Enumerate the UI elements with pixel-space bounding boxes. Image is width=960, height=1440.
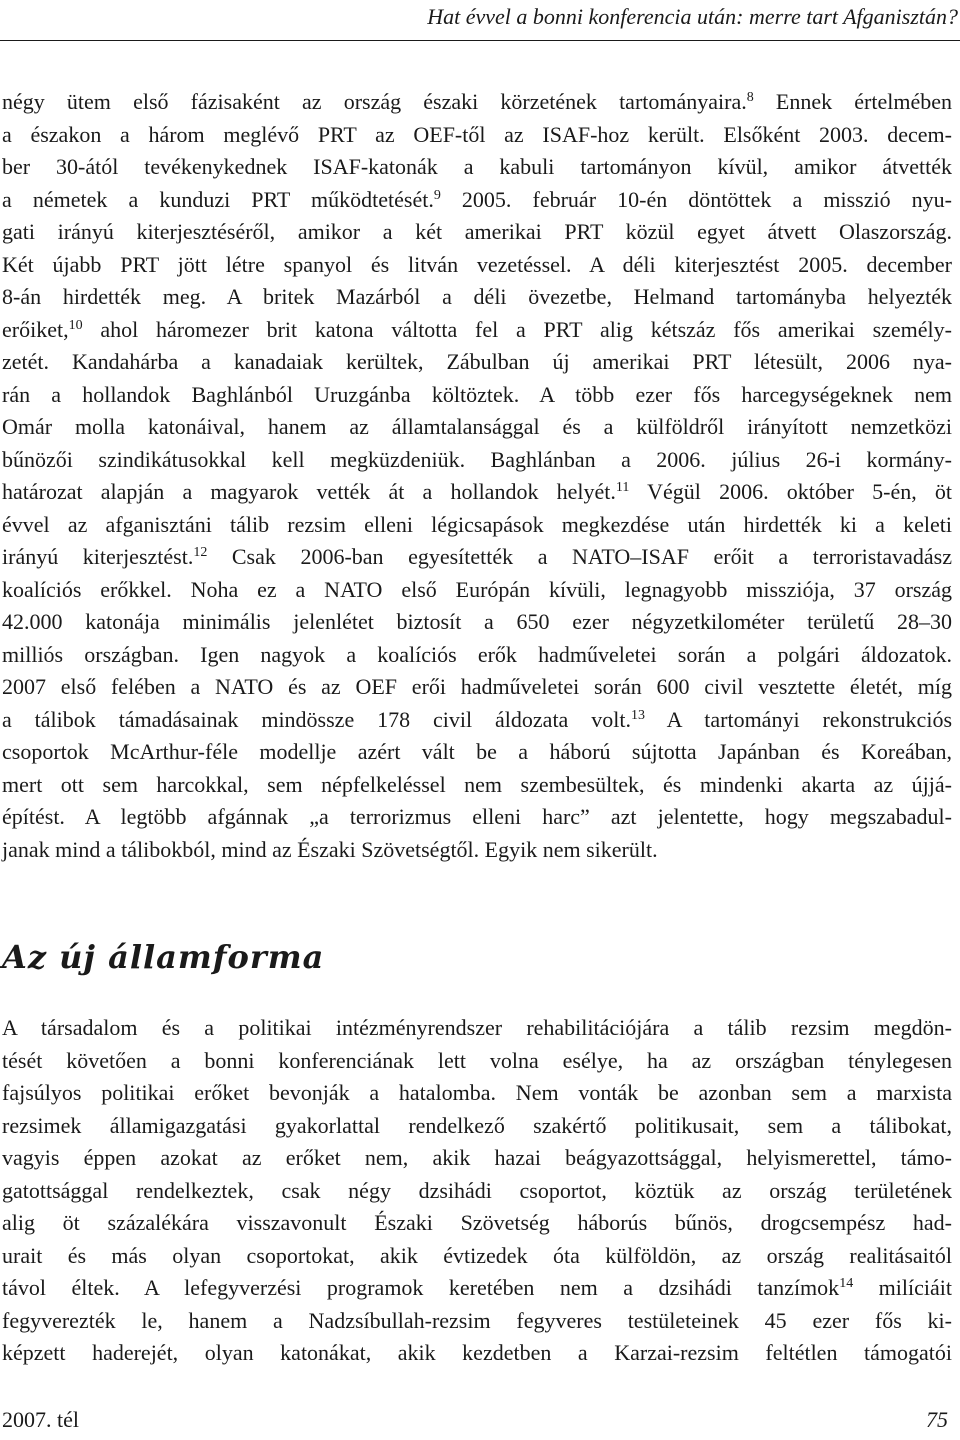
body-paragraph-1 (2, 86, 952, 866)
text-line (2, 119, 952, 152)
footnote-marker: 11 (615, 480, 630, 495)
text-run: milliós országban. Igen nagyok a koalíciós erők hadműveletei során a polgári áldozatok. (2, 641, 952, 667)
text-line (2, 379, 952, 412)
text-run: határozat alapján a magyarok vették át a hollandok helyét. (2, 479, 616, 504)
text-run: évvel az afganisztáni tálib rezsim elleni légicsapások megkezdése után hirdették ki a keleti (2, 511, 952, 537)
text-line (2, 1207, 952, 1240)
text-run: A tartományi rekonstrukciós (644, 706, 953, 732)
text-run: képzett haderejét, olyan katonákat, akik kezdetben a Karzai-rezsim feltétlen támogatói (2, 1340, 952, 1365)
footnote-marker: 10 (68, 317, 83, 333)
text-run: a tálibok támadásainak mindössze 178 civil áldozata volt. (2, 706, 631, 732)
text-run: zetét. Kandahárba a kanadaiak kerültek, Zábulban új amerikai PRT létesült, 2006 nya- (2, 349, 952, 374)
body-paragraph-2 (2, 1012, 952, 1370)
footnote-marker: 12 (193, 545, 208, 560)
text-line (2, 444, 952, 477)
text-run: irányú kiterjesztést. (2, 544, 194, 569)
text-run: 2005. február 10-én döntöttek a misszió nyu- (440, 186, 952, 212)
text-line (2, 509, 952, 542)
text-run: Két újabb PRT jött létre spanyol és litván vezetéssel. A déli kiterjesztést 2005. december (2, 251, 952, 277)
text-run: fajsúlyos politikai erőket bevonják a hatalomba. Nem vonták be azonban sem a marxista (2, 1080, 952, 1105)
text-line (2, 1272, 952, 1305)
footnote-marker: 8 (746, 90, 754, 105)
text-line (2, 1240, 952, 1273)
text-line (2, 1305, 952, 1338)
text-line (2, 86, 952, 119)
text-line (2, 1077, 952, 1110)
text-run: ber 30-ától tevékenykednek ISAF-katonák a kabuli tartományon kívül, amikor átvették (2, 154, 952, 179)
text-run: távol éltek. A lefegyverzési programok keretében nem a dzsihádi tanzímok (2, 1275, 840, 1300)
footnote-marker: 9 (433, 187, 441, 203)
text-line (2, 639, 952, 672)
text-line (2, 476, 952, 509)
text-run: a németek a kunduzi PRT működtetését. (2, 186, 434, 212)
text-run: 8-án hirdették meg. A britek Mazárból a déli övezetbe, Helmand tartományba helyezték (2, 284, 952, 309)
text-line (2, 249, 952, 282)
header-divider (0, 40, 960, 41)
text-run: Végül 2006. október 5-én, öt (629, 479, 952, 504)
text-run: tését követően a bonni konferenciának lett volna esélye, ha az országban ténylegesen (2, 1047, 952, 1073)
text-run: milíciáit (853, 1275, 952, 1300)
text-run: gati irányú kiterjesztéséről, amikor a két amerikai PRT közül egyet átvett Olaszország. (2, 219, 952, 244)
text-line (2, 1012, 952, 1045)
text-run: A társadalom és a politikai intézményrendszer rehabilitációjára a tálib rezsim megdön- (2, 1015, 952, 1040)
text-run: koalíciós erőkkel. Noha ez a NATO első Európán kívüli, legnagyobb missziója, 37 ország (2, 576, 952, 602)
text-line (2, 1142, 952, 1175)
text-line (2, 184, 952, 217)
text-line (2, 606, 952, 639)
text-line (2, 1110, 952, 1143)
text-run: rezsimek államigazgatási gyakorlattal rendelkező szakértő politikusait, sem a tálibokat, (2, 1112, 952, 1138)
text-line (2, 704, 952, 737)
text-run: 2007 első felében a NATO és az OEF erői hadműveletei során 600 civil vesztette életét, míg (2, 674, 952, 699)
text-line (2, 216, 952, 249)
text-run: a északon a három meglévő PRT az OEF-től az ISAF-hoz került. Elsőként 2003. decem- (2, 121, 952, 147)
running-head-title: Hat évvel a bonni konferencia után: merre tart Afganisztán? (427, 4, 958, 29)
text-line (2, 834, 952, 867)
text-line (2, 346, 952, 379)
text-run: ahol háromezer brit katona váltotta fel a PRT alig kétszáz fős amerikai személy- (82, 316, 952, 342)
text-run: urait és más olyan csoportokat, akik évtizedek óta külföldön, az ország realitásaitól (2, 1242, 952, 1268)
text-run: Omár molla katonáival, hanem az államtalansággal és a külföldről irányított nemzetközi (2, 414, 952, 439)
text-run: Csak 2006-ban egyesítették a NATO–ISAF erőit a terroristavadász (207, 544, 952, 569)
text-line (2, 736, 952, 769)
text-line (2, 1045, 952, 1078)
text-run: mert ott sem harcokkal, sem népfelkeléssel nem szembesültek, és mindenki akarta az újjá- (2, 771, 952, 797)
text-run: janak mind a tálibokból, mind az Északi Szövetségtől. Egyik nem sikerült. (2, 836, 658, 862)
text-run: Ennek értelmében (753, 89, 952, 114)
footnote-marker: 14 (839, 1276, 854, 1291)
text-line (2, 281, 952, 314)
text-run: vagyis éppen azokat az erőket nem, akik hazai beágyazottsággal, helyismerettel, támo- (2, 1145, 952, 1170)
footer-issue: 2007. tél (2, 1407, 79, 1432)
text-run: 42.000 katonája minimális jelenlétet biztosít a 650 ezer négyzetkilométer területű 28–30 (2, 609, 952, 634)
text-line (2, 1175, 952, 1208)
text-run: alig öt százalékára visszavonult Északi Szövetség háborús bűnös, drogcsempész had- (2, 1210, 952, 1235)
text-line (2, 574, 952, 607)
text-run: bűnözői szindikátusokkal kell megküzdeniük. Baghlánban a 2006. július 26-i kormány- (2, 446, 952, 472)
text-line (2, 151, 952, 184)
text-run: erőiket, (2, 316, 69, 342)
text-line (2, 671, 952, 704)
footer-page-number: 75 (926, 1407, 948, 1432)
text-run: csoportok McArthur-féle modellje azért vált be a háború sújtotta Japánban és Koreában, (2, 739, 952, 764)
text-run: építést. A legtöbb afgánnak „a terrorizmus elleni harc” azt jelentette, hogy megszabadul- (2, 804, 952, 829)
text-line (2, 411, 952, 444)
text-line (2, 314, 952, 347)
text-run: fegyverezték le, hanem a Nadzsíbullah-rezsim fegyveres testületeinek 45 ezer fős ki- (2, 1307, 952, 1333)
footnote-marker: 13 (630, 707, 645, 723)
text-run: rán a hollandok Baghlánból Uruzgánba költöztek. A több ezer fős harcegységeknek nem (2, 381, 952, 407)
section-heading: Az új államforma (2, 938, 325, 976)
text-line (2, 541, 952, 574)
text-line (2, 801, 952, 834)
text-run: gatottsággal rendelkeztek, csak négy dzsihádi csoportot, köztük az ország területének (2, 1177, 952, 1203)
text-line (2, 1337, 952, 1370)
text-line (2, 769, 952, 802)
text-run: négy ütem első fázisaként az ország északi körzetének tartományaira. (2, 89, 747, 114)
